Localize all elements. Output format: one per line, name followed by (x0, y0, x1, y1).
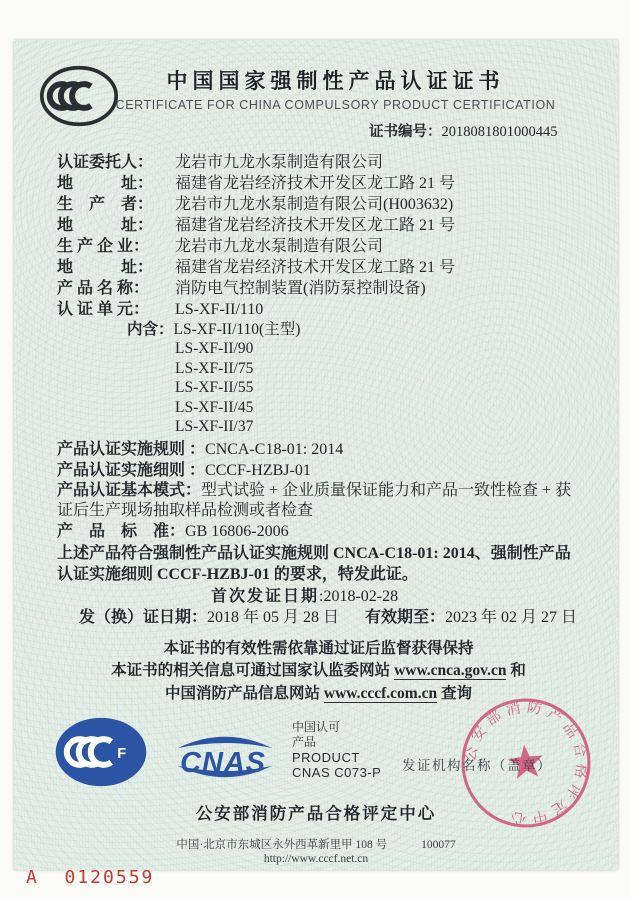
issuing-org-url: http://www.cccf.net.cn (263, 853, 369, 865)
rule-row-detailed: 产品认证实施细则 ：CCCF-HZBJ-01 (57, 461, 311, 479)
models-section (57, 320, 580, 436)
model-row: LS-XF-II/55 (175, 379, 254, 397)
model-row: LS-XF-II/75 (175, 359, 254, 377)
cnca-url: www.cnca.gov.cn (394, 662, 507, 680)
certificate-title: 中国国家强制性产品认证证书 (166, 69, 505, 93)
note-cccf: 中国消防产品信息网站 www.cccf.com.cn 查询 (165, 684, 472, 702)
certificate-paper (14, 40, 618, 870)
seal-ring-text: 公安部消防产品合格评定中心 (462, 699, 590, 827)
field-row-producer: 生 产 者： 龙岩市九龙水泵制造有限公司(H003632) (57, 196, 454, 213)
certificate-body (14, 40, 618, 705)
certificate-number-value: 2018081801000445 (441, 124, 558, 140)
model-row: LS-XF-II/90 (175, 340, 254, 358)
field-row-address-1: 地 址： 福建省龙岩经济技术开发区龙工路 21 号 (57, 175, 456, 192)
note-validity: 本证书的有效性需依靠通过证后监督获得保持 (163, 639, 474, 657)
model-row: LS-XF-II/45 (175, 398, 254, 416)
acc-line-cn-1: 中国认可 (292, 720, 341, 734)
field-row-factory: 生 产 企 业： 龙岩市九龙水泵制造有限公司 (57, 238, 384, 255)
field-row-address-3: 地 址： 福建省龙岩经济技术开发区龙工路 21 号 (57, 259, 456, 276)
field-row-address-2: 地 址： 福建省龙岩经济技术开发区龙工路 21 号 (57, 217, 456, 234)
certificate-number-line (369, 122, 580, 142)
conformity-statement: 上述产品符合强制性产品认证实施规则 CNCA-C18-01: 2014、强制性产品认证实施细则 CCCF-HZBJ-01 的要求，特发此证。 (57, 544, 571, 584)
acc-line-code: CNAS C073-P (292, 765, 382, 780)
model-row-main: 内含：LS-XF-II/110(主型) (127, 321, 301, 338)
rule-row-mode: 产品认证基本模式：型式试验 + 企业质量保证能力和产品一致性检查 + 获证后生产现场抽取样品检测或者检查 (57, 482, 572, 520)
issuing-org-name: 公安部消防产品合格评定中心 (195, 804, 437, 823)
model-row: LS-XF-II/37 (175, 418, 254, 436)
rule-row-implementation: 产品认证实施规则 ：CNCA-C18-01: 2014 (57, 441, 344, 459)
valid-until-value: 2023 年 02 月 27 日 (445, 608, 578, 626)
field-row-applicant: 认证委托人： 龙岩市九龙水泵制造有限公司 (57, 154, 384, 171)
first-issue-date-line: 首次发证日期:2018-02-28 (211, 587, 399, 605)
certificate-serial-number: A 0120559 (26, 867, 155, 888)
acc-line-cn-2: 产品 (292, 735, 317, 749)
field-row-product-name: 产 品 名 称： 消防电气控制装置(消防泵控制设备) (57, 280, 426, 297)
postcode: 100077 (421, 839, 456, 851)
issue-date-value: 2018 年 05 月 28 日 (207, 608, 340, 626)
certificate-number-label: 证书编号： (369, 124, 442, 140)
notes-section (57, 638, 580, 706)
fields-section (57, 152, 580, 320)
cccf-url: www.cccf.com.cn (323, 684, 438, 702)
cccf-mark-icon (54, 716, 148, 788)
cccf-f-letter: F (117, 745, 127, 762)
issuing-authority-label: 发证机构名称（盖章） (402, 758, 552, 773)
accreditation-text (292, 720, 381, 780)
issuing-org-address: 中国·北京市东城区永外西革新里甲 108 号 100077 (176, 839, 456, 851)
acc-line-en: PRODUCT (292, 750, 360, 765)
rule-row-standard: 产 品 标 准：GB 16806-2006 (57, 522, 289, 540)
field-row-cert-unit: 认 证 单 元： LS-XF-II/110 (57, 301, 264, 318)
note-cnca: 本证书的相关信息可通过国家认监委网站 www.cnca.gov.cn 和 (111, 662, 526, 680)
issue-date-line: 发（换）证日期：2018 年 05 月 28 日 有效期至：2023 年 02 月 27 日 (79, 608, 578, 626)
rules-section (57, 440, 580, 541)
certificate-header (91, 66, 580, 114)
first-issue-date-value: 2018-02-28 (323, 587, 399, 605)
cnas-mark-icon (172, 728, 278, 786)
certificate-subtitle-en: CERTIFICATE FOR CHINA COMPULSORY PRODUCT CERTIFICATION (115, 98, 556, 112)
cnas-letters: CNAS (180, 746, 266, 779)
